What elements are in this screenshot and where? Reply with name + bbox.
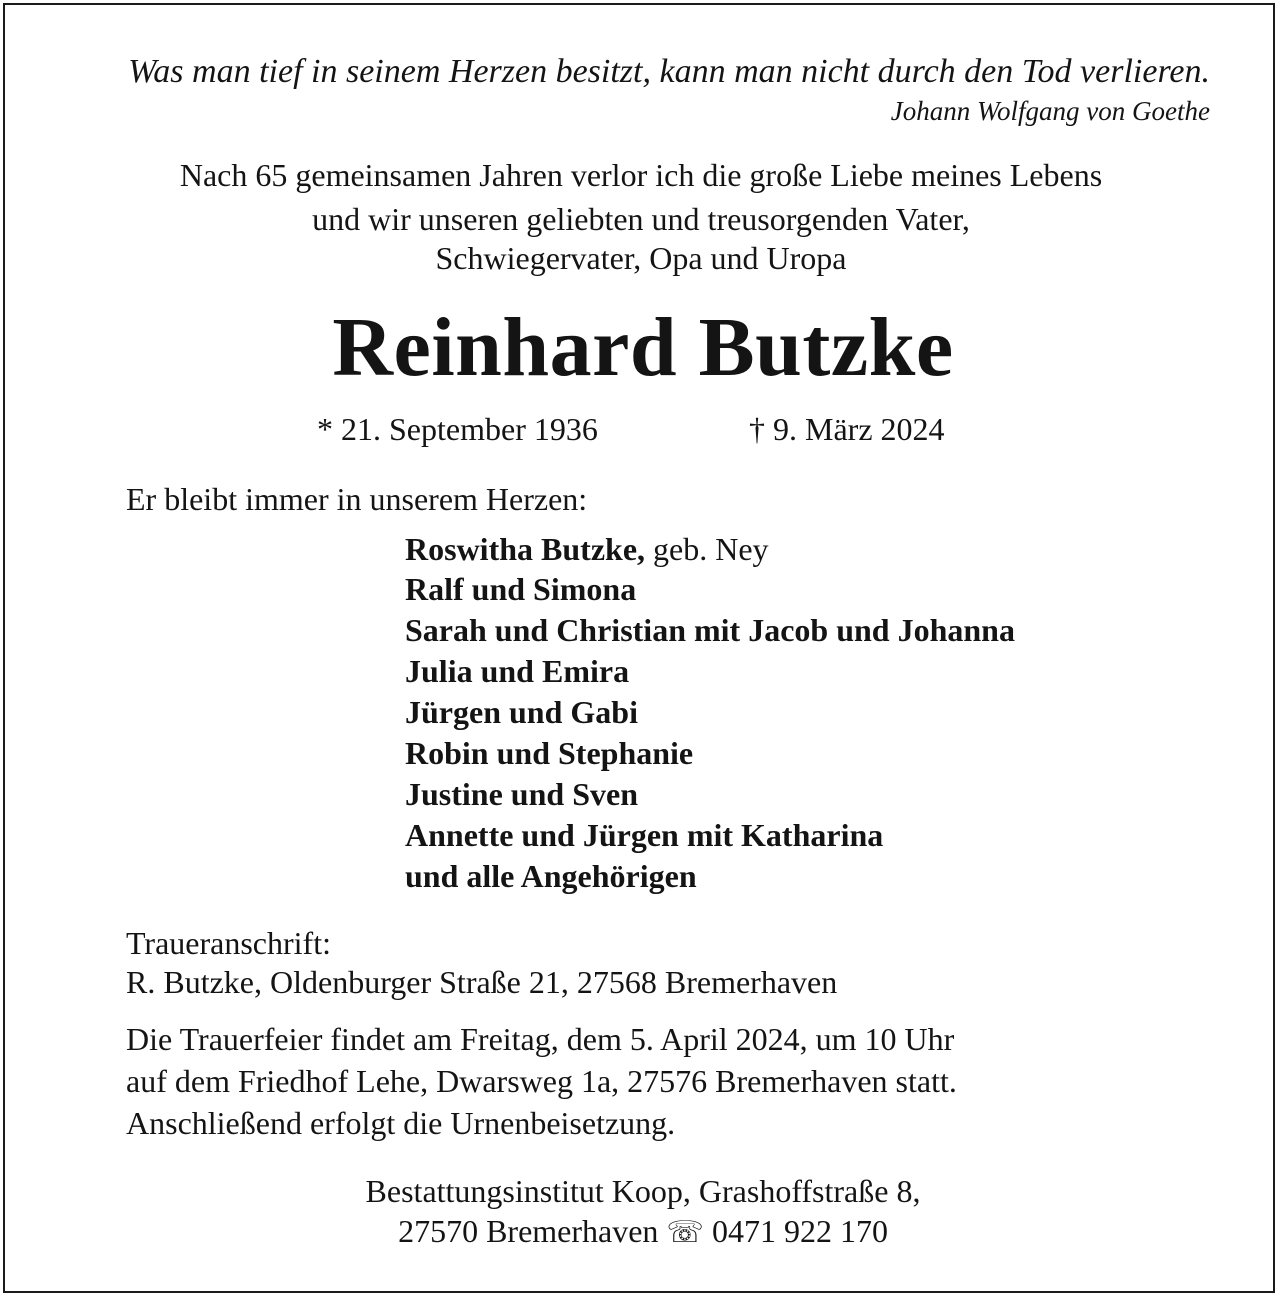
funeral-home-city: 27570 Bremerhaven [398,1213,659,1249]
mourner-line-5: Jürgen und Gabi [405,694,638,730]
mourner-line-7: Justine und Sven [405,776,638,812]
quote-author: Johann Wolfgang von Goethe [890,96,1210,126]
ceremony-line-2: auf dem Friedhof Lehe, Dwarsweg 1a, 27576 Bremerhaven statt. [126,1063,957,1099]
address-label: Traueranschrift: [126,925,331,961]
mourner-line-9: und alle Angehörigen [405,858,697,894]
birth-date: * 21. September 1936 [317,411,598,447]
intro-line-1: Nach 65 gemeinsamen Jahren verlor ich die große Liebe meines Lebens [179,157,1103,193]
mourner-line-2: Ralf und Simona [405,571,637,607]
address-value: R. Butzke, Oldenburger Straße 21, 27568 Bremerhaven [126,964,838,1000]
telephone-icon: ☏ [666,1216,704,1249]
funeral-home-line-1: Bestattungsinstitut Koop, Grashoffstraße 8, [365,1173,921,1209]
death-date: † 9. März 2024 [749,411,945,447]
mourner-name-bold: Roswitha Butzke, [405,531,646,567]
mourners-heading: Er bleibt immer in unserem Herzen: [126,481,588,517]
deceased-name: Reinhard Butzke [332,301,954,394]
ceremony-line-1: Die Trauerfeier findet am Freitag, dem 5. April 2024, um 10 Uhr [126,1021,955,1057]
goethe-quote: Was man tief in seinem Herzen besitzt, kann man nicht durch den Tod verlieren. [128,53,1210,90]
mourner-line-6: Robin und Stephanie [405,735,694,771]
obituary-notice [3,3,1275,1293]
mourner-line-4: Julia und Emira [405,653,630,689]
intro-line-3: Schwiegervater, Opa und Uropa [435,240,847,276]
mourner-line-8: Annette und Jürgen mit Katharina [405,817,884,853]
ceremony-line-3: Anschließend erfolgt die Urnenbeisetzung. [126,1105,676,1141]
maiden-name: geb. Ney [645,531,769,567]
mourner-line-1 [405,529,769,569]
funeral-home-line-2 [5,1211,1280,1253]
funeral-home-phone: 0471 922 170 [711,1213,888,1249]
mourner-line-3: Sarah und Christian mit Jacob und Johanna [405,612,1015,648]
intro-line-2: und wir unseren geliebten und treusorgenden Vater, [312,201,970,237]
